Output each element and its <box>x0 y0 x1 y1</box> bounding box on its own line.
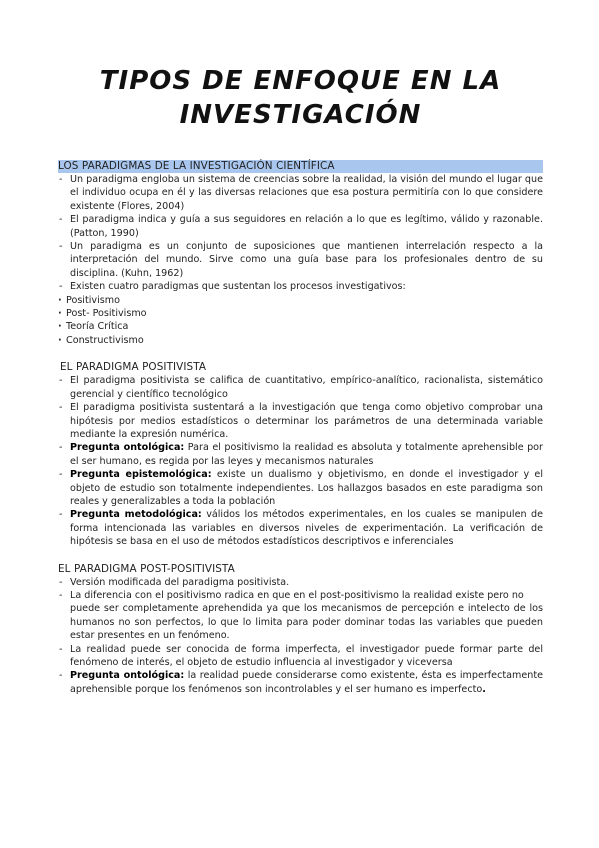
ontological-question-label: Pregunta ontológica: <box>70 442 185 454</box>
section-heading-paradigms: LOS PARADIGMAS DE LA INVESTIGACIÓN CIENTÍFICA <box>58 160 543 173</box>
list-item <box>58 441 543 468</box>
list-item: - La realidad puede ser conocida de forma imperfecta, el investigador puede formar parte del fenómeno de interés, el objeto de estudio influencia al investigador y viceversa <box>58 643 543 670</box>
epistemological-question-text: existe un dualismo y objetivismo, en donde el investigador y el objeto de estudio son totalmente independientes. Los hallazgos basados en este paradigma son reales y generalizables a toda la población <box>70 469 543 507</box>
list-item: - Versión modificada del paradigma positivista. <box>58 576 543 589</box>
paradigms-list <box>58 173 543 294</box>
list-item: - Un paradigma engloba un sistema de creencias sobre la realidad, la visión del mundo el lugar que el individuo ocupa en él y las diversas relaciones que esa postura permitiría con lo que considere existente (Flores, 2004) <box>58 173 543 213</box>
list-item: - Existen cuatro paradigmas que sustentan los procesos investigativos: <box>58 280 543 293</box>
methodological-question-text: válidos los métodos experimentales, en los cuales se manipulen de forma intencionada las variables en diversos niveles de experimentación. La verificación de hipótesis se basa en el uso de métodos estadísticos descriptivos e inferenciales <box>70 509 543 548</box>
list-item: - El paradigma indica y guía a sus seguidores en relación a lo que es legítimo, válido y razonable. (Patton, 1990) <box>58 213 543 240</box>
ontological-question-text: la realidad puede considerarse como existente, ésta es imperfectamente aprehensible porque los fenómenos son incontrolables y el ser humano es imperfecto <box>70 670 543 695</box>
title-line-2: INVESTIGACIÓN <box>179 100 422 130</box>
list-item: - El paradigma positivista sustentará a la investigación que tenga como objetivo comprobar una hipótesis por medios estadísticos o determinar los parámetros de una determinada variable mediante la expresión numérica. <box>58 401 543 441</box>
paradigm-item: · Constructivismo <box>58 334 543 347</box>
positivist-list <box>58 374 543 548</box>
paradigm-types-list <box>58 294 543 348</box>
list-item: - Un paradigma es un conjunto de suposiciones que mantienen interrelación respecto a la interpretación del mundo. Sirve como una guía base para los profesionales dentro de su disciplina. (Kuhn, 1962) <box>58 240 543 280</box>
paradigm-item: · Teoría Crítica <box>58 320 543 333</box>
paradigm-item: · Post- Positivismo <box>58 307 543 320</box>
ontological-question-label: Pregunta ontológica: <box>70 670 185 682</box>
final-period: . <box>482 683 486 695</box>
difference-text-a: La diferencia con el positivismo radica en que en el post-positivismo la realidad existe pero no <box>70 589 524 601</box>
difference-text-b: puede ser completamente aprehendida ya que los mecanismos de percepción e intelecto de los humanos no son perfectos, lo que lo limita para poder dominar todas las variables que pueden estar presentes en un fenómeno. <box>70 603 543 642</box>
list-item: - El paradigma positivista se califica de cuantitativo, empírico-analítico, racionalista, sistemático gerencial y científico tecnológico <box>58 374 543 401</box>
methodological-question-label: Pregunta metodológica: <box>70 509 202 521</box>
section-heading-positivist: EL PARADIGMA POSITIVISTA <box>60 361 207 374</box>
section-heading-post-positivist: EL PARADIGMA POST-POSITIVISTA <box>58 562 235 575</box>
list-item <box>58 508 543 548</box>
list-item <box>58 669 543 696</box>
list-item <box>58 468 543 508</box>
document-title <box>58 0 543 132</box>
ontological-question-text: Para el positivismo la realidad es absoluta y totalmente aprehensible por el ser humano, es regida por las leyes y mecanismos naturales <box>70 442 543 467</box>
paradigm-item: · Positivismo <box>58 294 543 307</box>
title-line-1: TIPOS DE ENFOQUE EN LA <box>99 66 502 96</box>
post-positivist-list <box>58 576 543 697</box>
list-item <box>58 589 543 643</box>
epistemological-question-label: Pregunta epistemológica: <box>70 469 212 481</box>
